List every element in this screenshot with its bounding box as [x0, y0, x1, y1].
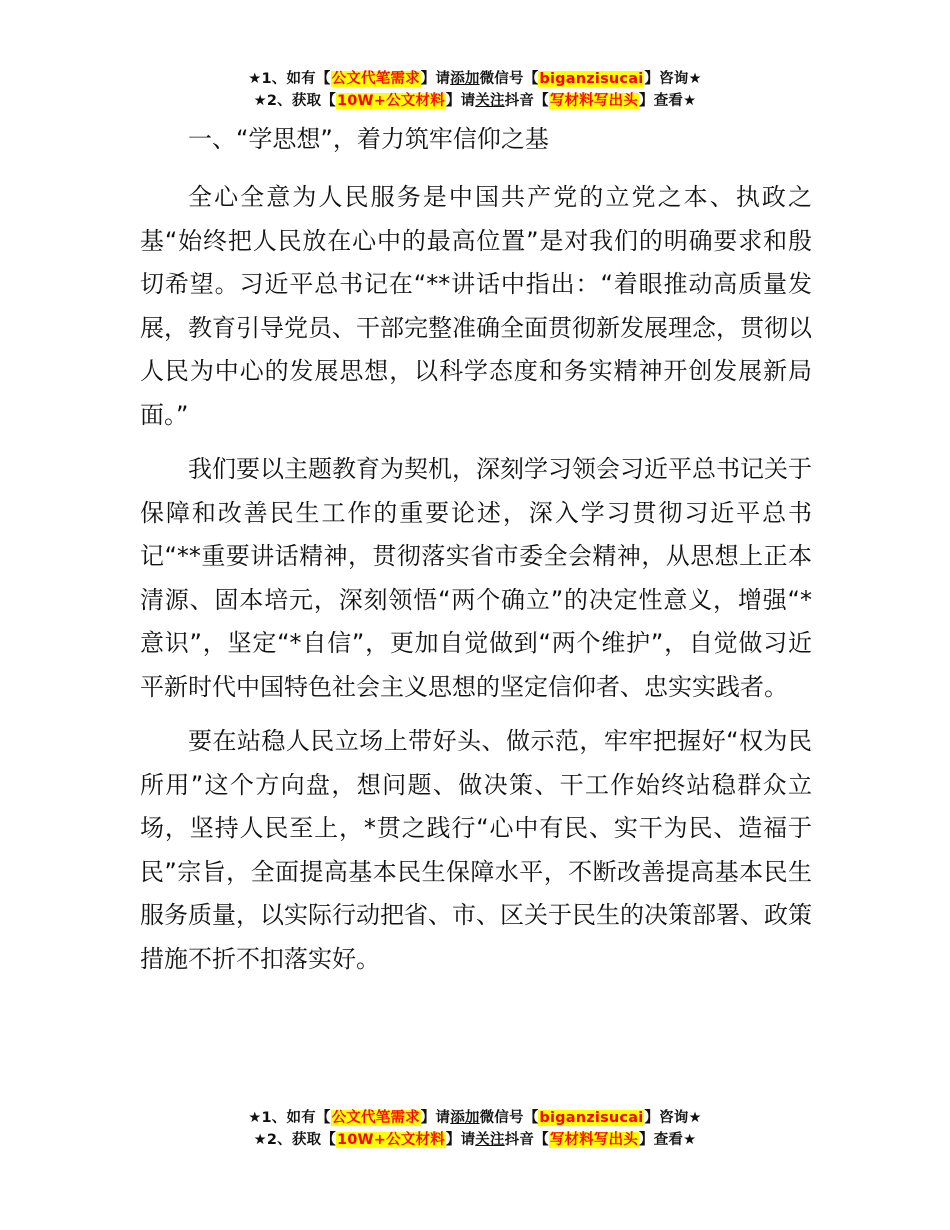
banner-line-2 [0, 1129, 950, 1151]
banner-text: 】查看★ [639, 93, 697, 109]
banner-text: 】请 [445, 1132, 476, 1148]
banner-underlined-text: 关注 [475, 93, 505, 109]
paragraph: 要在站稳人民立场上带好头、做示范，牢牢把握好“权为民所用”这个方向盘，想问题、做决策、干工作始终站稳群众立场，坚持人民至上，*贯之践行“心中有民、实干为民、造福于民”宗旨，全面提高基本民生保障水平，不断改善提高基本民生服务质量，以实际行动把省、市、区关于民生的决策部署、政策措施不折不扣落实好。 [140, 727, 812, 973]
banner-highlight: 写材料写出头 [549, 1132, 639, 1148]
banner-text: 】咨询★ [644, 1110, 702, 1126]
document-body [140, 118, 812, 981]
banner-underlined-text: 添加 [450, 71, 480, 87]
banner-highlight: 10W+公文材料 [336, 93, 445, 109]
banner-highlight: biganzisucai [539, 1110, 644, 1126]
banner-text: 】请 [445, 93, 476, 109]
banner-underlined-text: 关注 [475, 1132, 505, 1148]
banner-underlined-text: 添加 [450, 1110, 480, 1126]
banner-highlight: 写材料写出头 [549, 93, 639, 109]
paragraph: 全心全意为人民服务是中国共产党的立党之本、执政之基“始终把人民放在心中的最高位置”是对我们的明确要求和殷切希望。习近平总书记在“**讲话中指出：“着眼推动高质量发展，教育引导党员、干部完整准确全面贯彻新发展理念，贯彻以人民为中心的发展思想，以科学态度和务实精神开创发展新局面。” [140, 183, 812, 429]
banner-text: 】请 [420, 71, 451, 87]
banner-highlight: 10W+公文材料 [336, 1132, 445, 1148]
footer-banner [0, 1107, 950, 1151]
banner-highlight: 公文代笔需求 [331, 71, 420, 87]
paragraph: 我们要以主题教育为契机，深刻学习领会习近平总书记关于保障和改善民生工作的重要论述，深入学习贯彻习近平总书记“**重要讲话精神，贯彻落实省市委全会精神，从思想上正本清源、固本培元，深刻领悟“两个确立”的决定性意义，增强“*意识”，坚定“*自信”，更加自觉做到“两个维护”，自觉做习近平新时代中国特色社会主义思想的坚定信仰者、忠实实践者。 [140, 455, 812, 701]
banner-text: 】请 [420, 1110, 451, 1126]
banner-text: 】查看★ [639, 1132, 697, 1148]
banner-text: ★1、如有【 [248, 1110, 331, 1126]
banner-text: 】咨询★ [644, 71, 702, 87]
banner-text: 抖音【 [504, 1132, 549, 1148]
section-heading: 一、“学思想”，着力筑牢信仰之基 [188, 125, 549, 153]
header-banner [0, 68, 950, 112]
banner-highlight: 公文代笔需求 [331, 1110, 420, 1126]
banner-text: ★1、如有【 [248, 71, 331, 87]
banner-line-1 [0, 1107, 950, 1129]
banner-highlight: biganzisucai [539, 71, 644, 87]
banner-text: 抖音【 [504, 93, 549, 109]
banner-text: ★2、获取【 [253, 1132, 336, 1148]
banner-line-2 [0, 90, 950, 112]
banner-text: 微信号【 [479, 1110, 539, 1126]
banner-text: ★2、获取【 [253, 93, 336, 109]
banner-text: 微信号【 [479, 71, 539, 87]
banner-line-1 [0, 68, 950, 90]
